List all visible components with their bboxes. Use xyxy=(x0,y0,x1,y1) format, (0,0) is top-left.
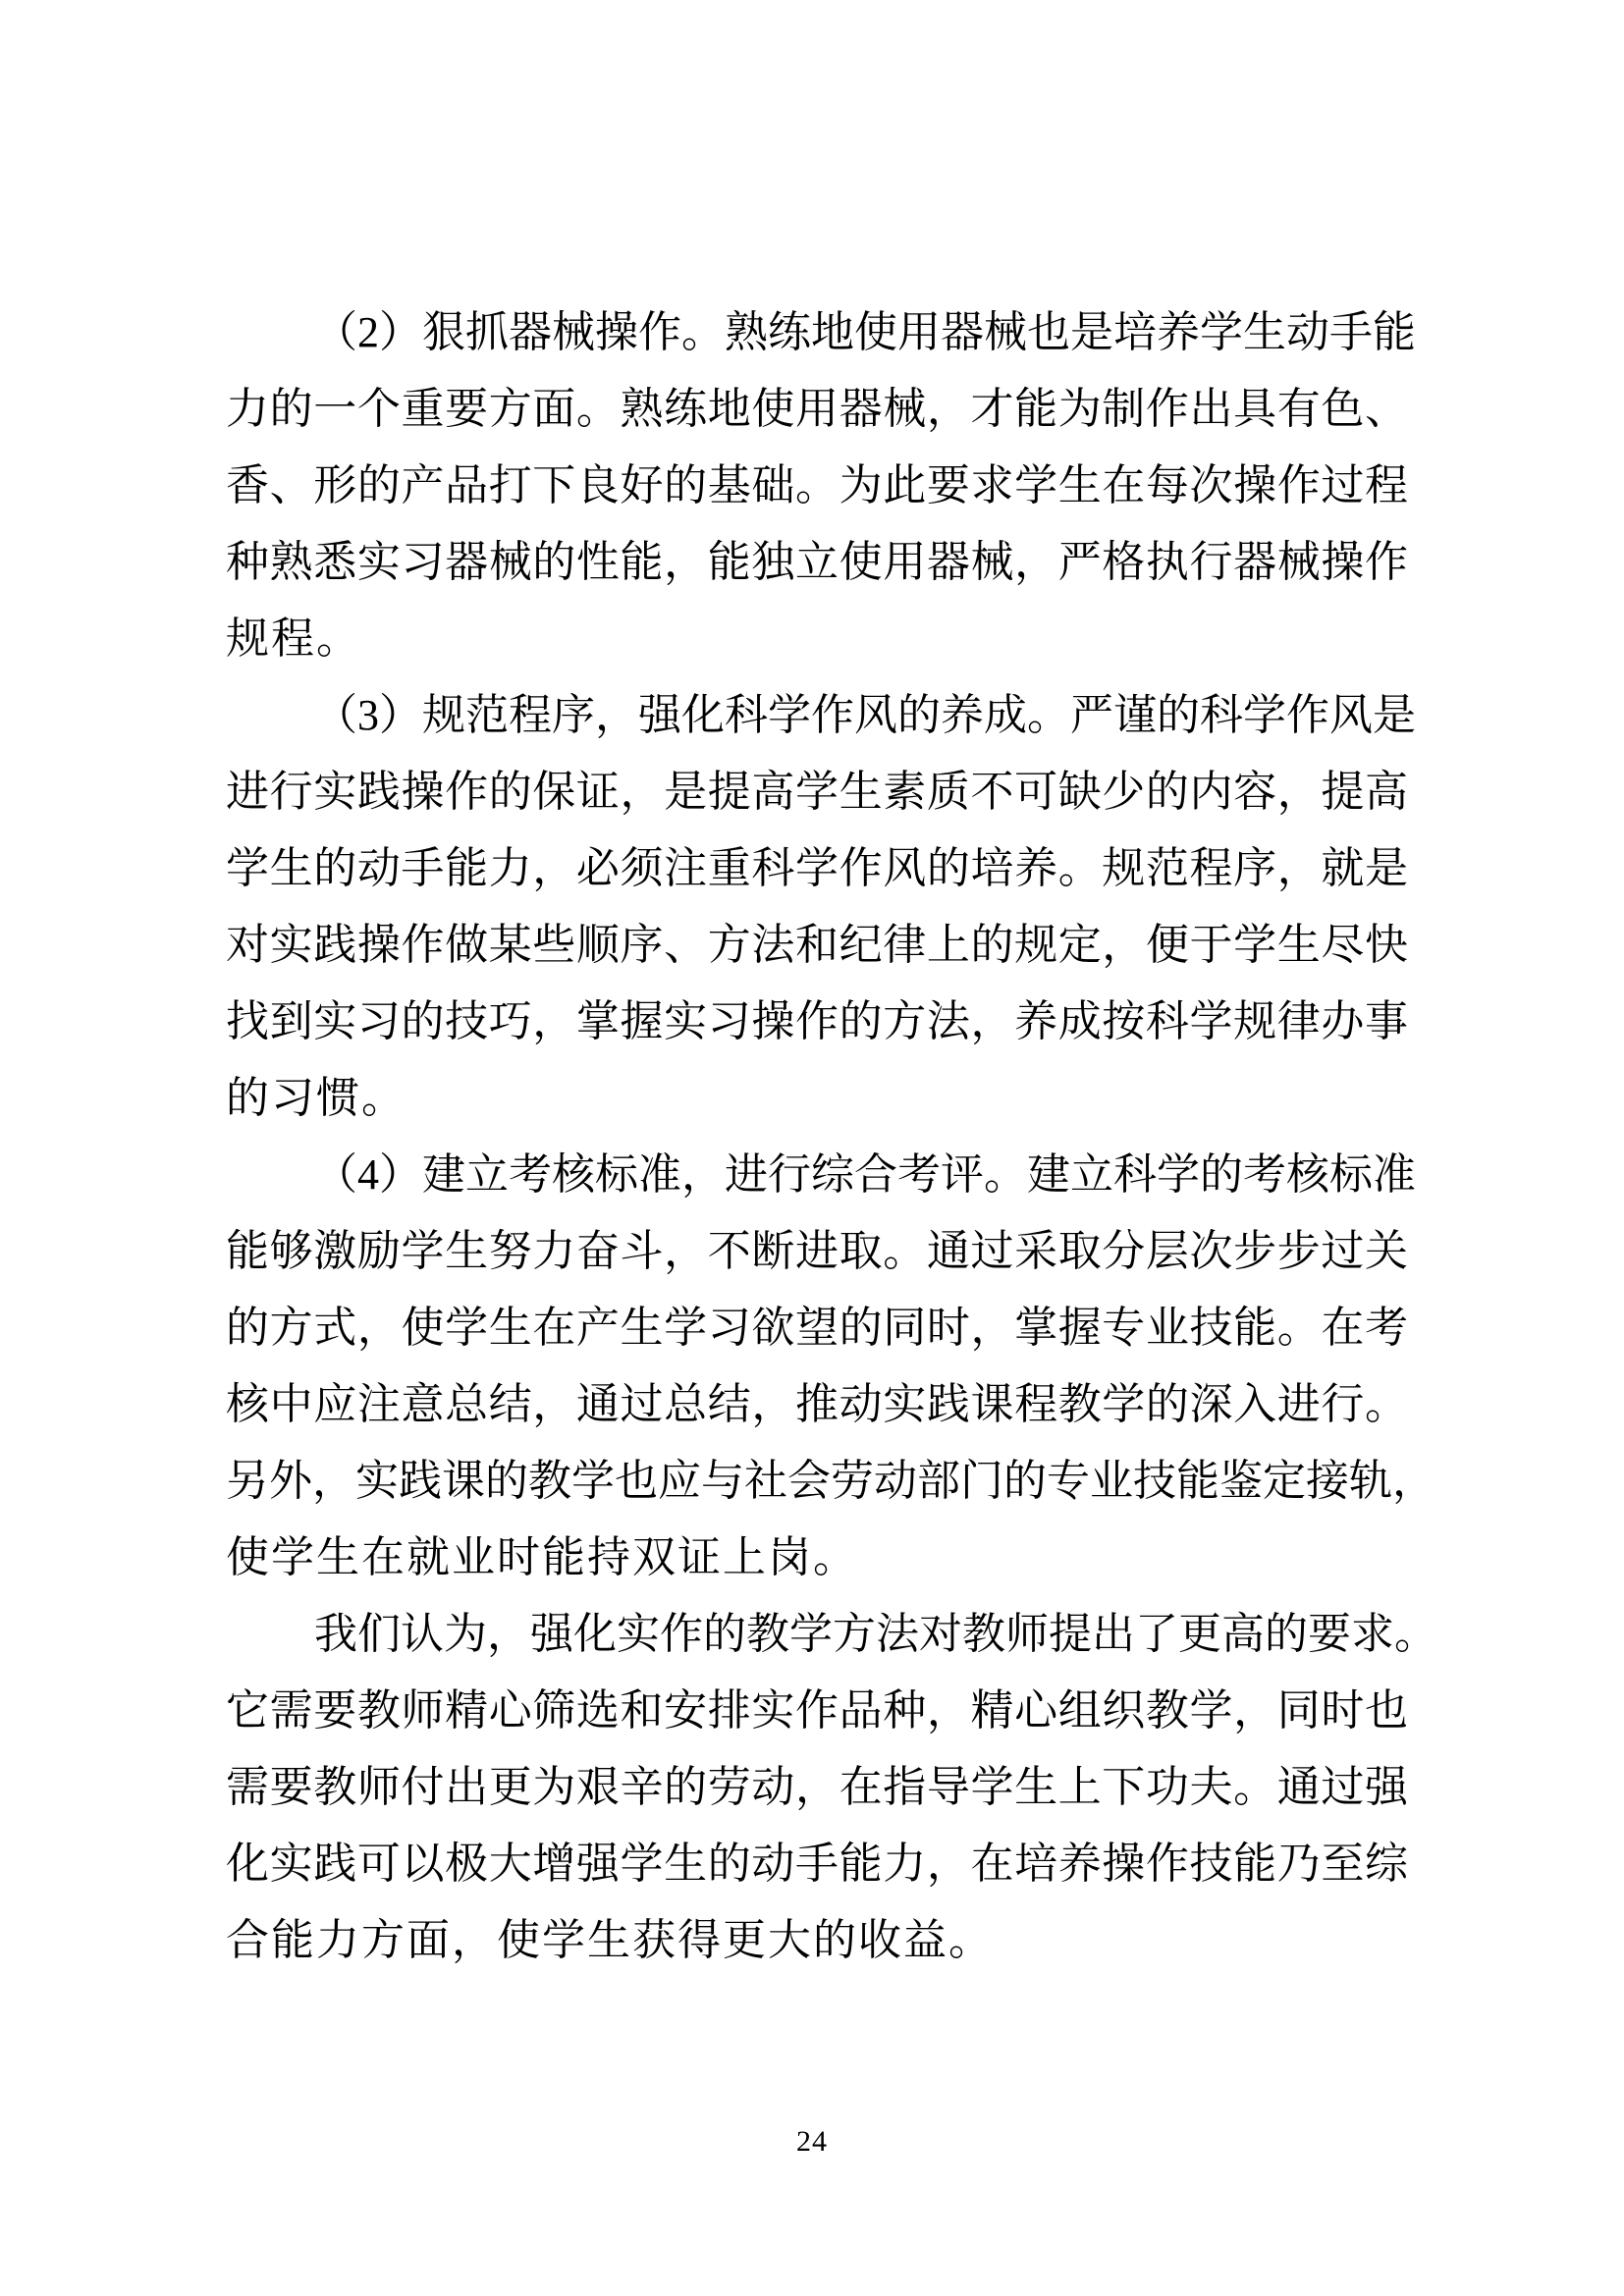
text-line: 规程。 xyxy=(226,614,361,663)
text-line: 找到实习的技巧，掌握实习操作的方法，养成按科学规律办事 xyxy=(226,997,1408,1045)
text-line: 核中应注意总结，通过总结，推动实践课程教学的深入进行。 xyxy=(226,1380,1408,1428)
text-line: 进行实践操作的保证，是提高学生素质不可缺少的内容，提高 xyxy=(226,768,1408,816)
text-line: 合能力方面，使学生获得更大的收益。 xyxy=(226,1916,994,1964)
text-line: 我们认为，强化实作的教学方法对教师提出了更高的要求。 xyxy=(314,1610,1437,1658)
paragraph xyxy=(226,1137,1435,1596)
page-number: 24 xyxy=(796,2125,828,2158)
text-line: 另外，实践课的教学也应与社会劳动部门的专业技能鉴定接轨， xyxy=(226,1457,1435,1505)
text-line: 的习惯。 xyxy=(226,1074,406,1122)
text-line: 需要教师付出更为艰辛的劳动，在指导学生上下功夫。通过强 xyxy=(226,1763,1408,1811)
text-line: 能够激励学生努力奋斗，不断进取。通过采取分层次步步过关 xyxy=(226,1227,1408,1275)
text-line: 力的一个重要方面。熟练地使用器械，才能为制作出具有色、 xyxy=(226,385,1408,433)
text-line: 种熟悉实习器械的性能，能独立使用器械，严格执行器械操作 xyxy=(226,538,1408,586)
text-line: 学生的动手能力，必须注重科学作风的培养。规范程序，就是 xyxy=(226,844,1408,892)
document-body xyxy=(226,294,1437,1979)
text-line: 它需要教师精心筛选和安排实作品种，精心组织教学，同时也 xyxy=(226,1686,1408,1735)
text-line: 化实践可以极大增强学生的动手能力，在培养操作技能乃至综 xyxy=(226,1840,1408,1888)
text-line: （3）规范程序，强化科学作风的养成。严谨的科学作风是 xyxy=(314,691,1416,739)
text-line: （2）狠抓器械操作。熟练地使用器械也是培养学生动手能 xyxy=(314,308,1416,356)
paragraph xyxy=(226,1596,1437,1979)
text-line: 的方式，使学生在产生学习欲望的同时，掌握专业技能。在考 xyxy=(226,1304,1408,1352)
text-line: 香、形的产品打下良好的基础。为此要求学生在每次操作过程 xyxy=(226,461,1408,509)
paragraph xyxy=(226,294,1416,677)
text-line: 对实践操作做某些顺序、方法和纪律上的规定，便于学生尽快 xyxy=(226,921,1408,969)
paragraph xyxy=(226,677,1416,1137)
text-line: （4）建立考核标准，进行综合考评。建立科学的考核标准 xyxy=(314,1150,1416,1199)
text-line: 使学生在就业时能持双证上岗。 xyxy=(226,1533,858,1581)
